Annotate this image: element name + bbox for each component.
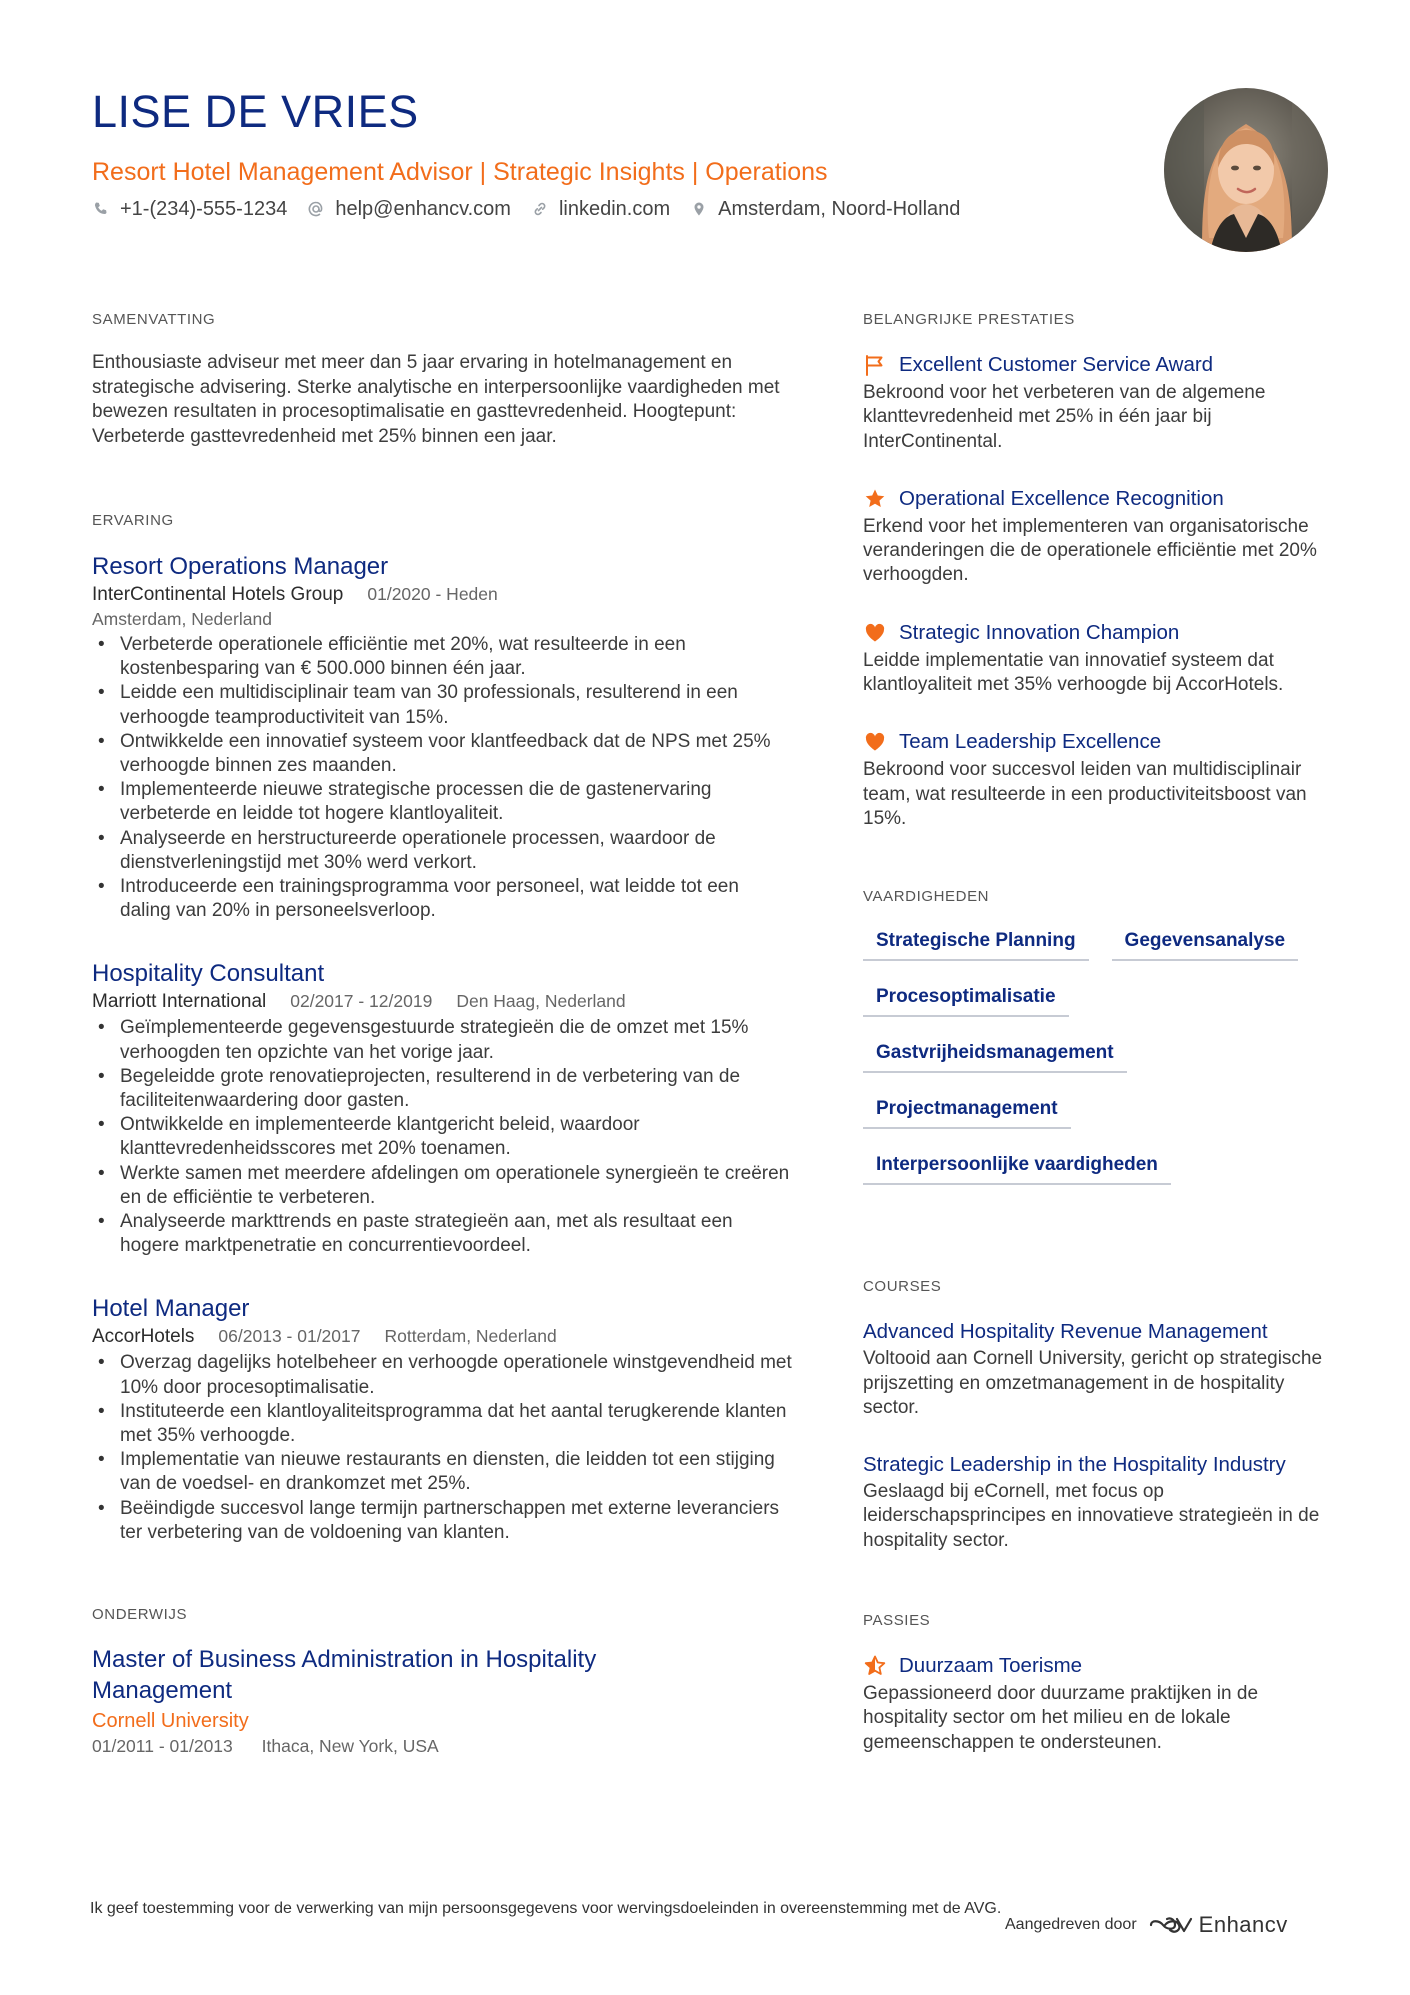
achievement-title: Team Leadership Excellence (899, 730, 1162, 754)
education-dates: 01/2011 - 01/2013 (92, 1736, 233, 1757)
job-bullets (92, 633, 792, 923)
job-bullet: • Leidde een multidisciplinair team van 30 professionals, resulterend in een verhoogde teamproductiviteit van 15%. (92, 681, 792, 729)
achievement-title: Strategic Innovation Champion (899, 620, 1180, 644)
skill-tag: Strategische Planning (863, 929, 1089, 961)
link-icon (531, 200, 549, 218)
consent-note: Ik geef toestemming voor de verwerking van mijn persoonsgegevens voor wervingsdoeleinden in overeenstemming met de AVG. (90, 1900, 1002, 1917)
candidate-headline: Resort Hotel Management Advisor | Strategic Insights | Operations (92, 158, 828, 186)
summary-section (92, 310, 792, 449)
phone-icon (92, 200, 110, 218)
job-meta (92, 582, 792, 607)
job-bullet: • Analyseerde markttrends en paste strategieën aan, met als resultaat een hogere marktpenetratie en concurrentievoordeel. (92, 1210, 792, 1258)
skill-tag: Projectmanagement (863, 1097, 1071, 1129)
job-company: AccorHotels (92, 1326, 195, 1348)
courses-heading: COURSES (863, 1278, 942, 1296)
job-dates: 02/2017 - 12/2019 (290, 991, 433, 1012)
course-title: Advanced Hospitality Revenue Management (863, 1320, 1268, 1344)
job-bullet: • Werkte samen met meerdere afdelingen om operationele synergieën te creëren en de efficiëntie te verbeteren. (92, 1162, 792, 1210)
course-title: Strategic Leadership in the Hospitality Industry (863, 1453, 1286, 1477)
job-title: Hospitality Consultant (92, 960, 325, 988)
linkedin-text: linkedin.com (558, 198, 671, 220)
job-bullet: • Implementeerde nieuwe strategische processen die de gastenervaring verbeterde en leidde tot hogere klantloyaliteit. (92, 778, 792, 826)
achievement-item (863, 727, 1333, 831)
job-title: Resort Operations Manager (92, 553, 389, 580)
location-text: Amsterdam, Noord-Holland (718, 198, 961, 220)
passion-description: Gepassioneerd door duurzame praktijken in de hospitality sector om het milieu en de lokale gemeenschappen te ondersteunen. (863, 1683, 1259, 1753)
achievements-heading: BELANGRIJKE PRESTATIES (863, 311, 1075, 328)
left-column (92, 310, 792, 1758)
education-heading: ONDERWIJS (92, 1606, 188, 1624)
job-bullets (92, 1351, 792, 1545)
education-school: Cornell University (92, 1710, 249, 1733)
job-location: Amsterdam, Nederland (92, 609, 272, 629)
job-bullet: • Analyseerde en herstructureerde operationele processen, waardoor de dienstverleningstijd met 30% werd verkort. (92, 827, 792, 875)
achievement-item (863, 484, 1333, 588)
achievement-header (863, 350, 1333, 380)
course-item (863, 1451, 1333, 1553)
summary-heading: SAMENVATTING (92, 311, 216, 328)
achievement-description: Erkend voor het implementeren van organisatorische veranderingen die de operationele efficiëntie met 20% verhoogden. (863, 515, 1317, 586)
job-title: Hotel Manager (92, 1295, 250, 1323)
job-dates: 01/2020 - Heden (367, 584, 498, 604)
achievement-title: Excellent Customer Service Award (899, 353, 1214, 376)
course-description: Voltooid aan Cornell University, gericht op strategische prijszetting en omzetmanagement in de hospitality sector. (863, 1348, 1323, 1418)
achievement-description: Bekroond voor het verbeteren van de algemene klanttevredenheid met 25% in één jaar bij InterContinental. (863, 382, 1266, 452)
job-bullet: • Ontwikkelde een innovatief systeem voor klantfeedback dat de NPS met 25% verhoogde binnen zes maanden. (92, 730, 792, 778)
course-item (863, 1318, 1333, 1420)
achievement-item (863, 618, 1333, 698)
job-bullet: • Geïmplementeerde gegevensgestuurde strategieën die de omzet met 15% verhoogden ten opzichte van het vorige jaar. (92, 1016, 792, 1064)
star-icon (863, 487, 887, 511)
at-icon (307, 200, 325, 218)
job-bullet: • Implementatie van nieuwe restaurants en diensten, die leidden tot een stijging van de voedsel- en drankomzet met 25%. (92, 1448, 792, 1496)
candidate-name: LISE DE VRIES (92, 86, 419, 137)
enhancv-logo (1147, 1912, 1288, 1938)
experience-heading: ERVARING (92, 512, 174, 529)
education-section (92, 1605, 792, 1758)
job-bullet: • Overzag dagelijks hotelbeheer en verhoogde operationele winstgevendheid met 10% door procesoptimalisatie. (92, 1351, 792, 1399)
resume-header (92, 82, 1132, 224)
skill-tag: Procesoptimalisatie (863, 985, 1069, 1017)
powered-by[interactable] (1005, 1912, 1288, 1938)
achievement-header (863, 484, 1333, 514)
job-bullet: • Beëindigde succesvol lange termijn partnerschappen met externe leveranciers ter verbetering van de voldoening van klanten. (92, 1497, 792, 1545)
passions-heading: PASSIES (863, 1612, 931, 1630)
education-degree: Master of Business Administration in Hospitality Management (92, 1646, 597, 1704)
profile-photo (1164, 88, 1328, 252)
contact-linkedin[interactable] (531, 194, 670, 224)
passions-section (863, 1611, 1333, 1755)
job-entry (92, 552, 792, 923)
achievement-description: Bekroond voor succesvol leiden van multidisciplinair team, wat resulteerde in een productiviteitsboost van 15%. (863, 759, 1307, 829)
summary-text: Enthousiaste adviseur met meer dan 5 jaar ervaring in hotelmanagement en strategische advisering. Sterke analytische en interpersoonlijke vaardigheden met bewezen resultaten in procesoptimalisatie en gasttevredenheid. Hoogtepunt: Verbeterde gasttevredenheid met 25% binnen een jaar. (92, 352, 780, 447)
job-dates: 06/2013 - 01/2017 (218, 1326, 361, 1347)
skills-list (863, 929, 1333, 1209)
job-bullet: • Introduceerde een trainingsprogramma voor personeel, wat leidde tot een daling van 20% in personeelsverloop. (92, 875, 792, 923)
skills-heading: VAARDIGHEDEN (863, 888, 990, 906)
education-meta (92, 1734, 792, 1758)
powered-by-label: Aangedreven door (1005, 1916, 1137, 1933)
enhancv-logo-icon (1147, 1913, 1193, 1937)
job-bullet: • Verbeterde operationele efficiëntie met 20%, wat resulteerde in een kostenbesparing van € 500.000 binnen één jaar. (92, 633, 792, 681)
job-entry (92, 1294, 792, 1545)
course-description: Geslaagd bij eCornell, met focus op leiderschapsprincipes en innovatieve strategieën in de hospitality sector. (863, 1481, 1320, 1551)
email-text: help@enhancv.com (335, 198, 511, 220)
job-bullets (92, 1016, 792, 1258)
skill-tag: Gegevensanalyse (1112, 929, 1299, 961)
achievement-description: Leidde implementatie van innovatief systeem dat klantloyaliteit met 35% verhoogde bij AccorHotels. (863, 649, 1284, 696)
contact-location (690, 194, 960, 224)
location-pin-icon (690, 200, 708, 218)
heart-icon (863, 621, 887, 645)
passion-item (863, 1651, 1333, 1755)
job-bullet: • Begeleidde grote renovatieprojecten, resulterend in de verbetering van de faciliteitenwaardering door gasten. (92, 1065, 792, 1113)
courses-section (863, 1277, 1333, 1553)
flag-icon (863, 353, 887, 377)
contact-email[interactable] (307, 194, 511, 224)
achievements-section (863, 310, 1333, 831)
job-location: Den Haag, Nederland (456, 991, 626, 1012)
passion-header (863, 1651, 1333, 1681)
job-entry (92, 959, 792, 1258)
job-meta (92, 1324, 792, 1349)
passion-title: Duurzaam Toerisme (899, 1654, 1083, 1678)
experience-section (92, 511, 792, 1545)
job-bullet: • Ontwikkelde en implementeerde klantgericht beleid, waardoor klanttevredenheidsscores met 20% toenamen. (92, 1113, 792, 1161)
enhancv-brand: Enhancv (1198, 1912, 1288, 1937)
star-half-icon (863, 1654, 887, 1678)
achievement-title: Operational Excellence Recognition (899, 486, 1224, 510)
achievement-header (863, 727, 1333, 757)
skills-section (863, 887, 1333, 1209)
achievement-item (863, 350, 1333, 454)
right-column (863, 310, 1333, 1755)
education-location: Ithaca, New York, USA (261, 1736, 439, 1757)
contact-bar (92, 194, 1132, 224)
job-location: Rotterdam, Nederland (384, 1326, 557, 1347)
job-bullet: • Instituteerde een klantloyaliteitsprogramma dat het aantal terugkerende klanten met 35% verhoogde. (92, 1400, 792, 1448)
contact-phone[interactable] (92, 194, 287, 224)
heart-icon (863, 730, 887, 754)
job-company: Marriott International (92, 991, 267, 1013)
achievement-header (863, 618, 1333, 648)
job-company: InterContinental Hotels Group (92, 584, 344, 605)
phone-text: +1-(234)-555-1234 (120, 198, 288, 220)
skill-tag: Gastvrijheidsmanagement (863, 1041, 1127, 1073)
skill-tag: Interpersoonlijke vaardigheden (863, 1153, 1171, 1185)
job-meta (92, 989, 792, 1014)
